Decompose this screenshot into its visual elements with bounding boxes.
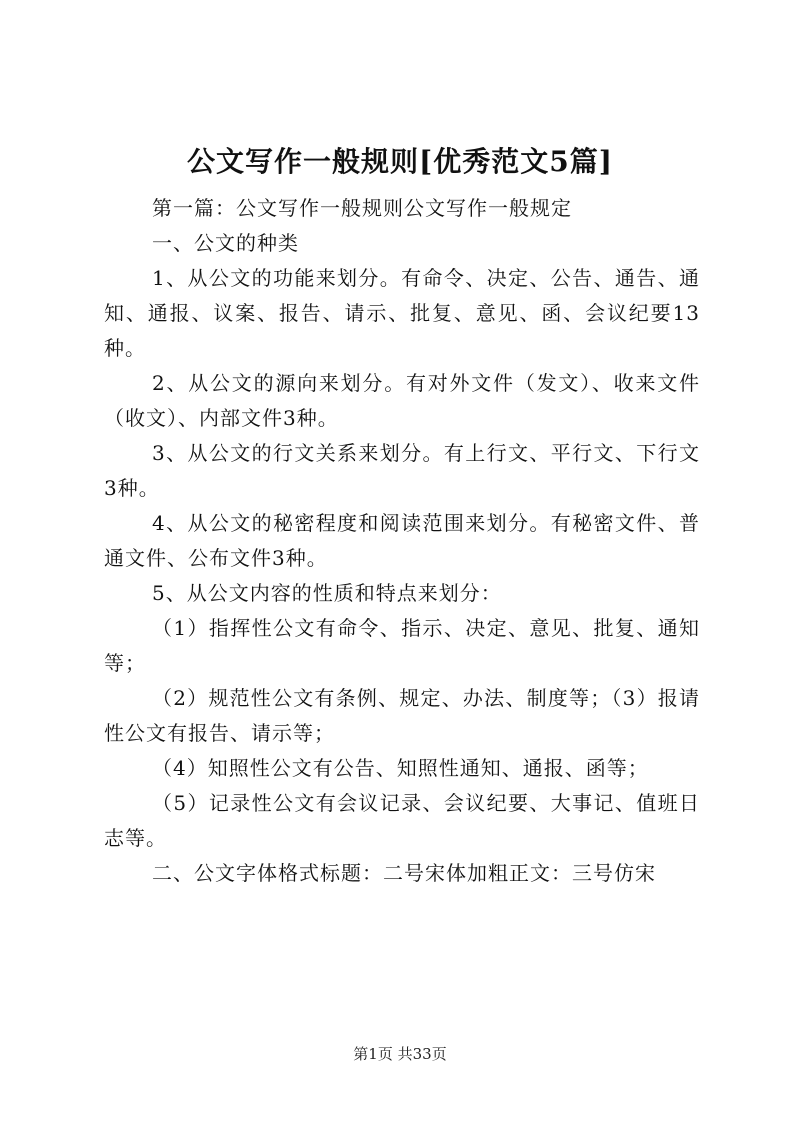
paragraph-2: 一、公文的种类: [152, 231, 299, 255]
paragraph-4: 2、从公文的源向来划分。有对外文件（发文）、收来文件（收文）、内部文件3种。: [104, 371, 700, 430]
paragraph-1: 第一篇：公文写作一般规则公文写作一般规定: [152, 196, 572, 220]
page-footer: [0, 1043, 800, 1065]
paragraph-11: （5）记录性公文有会议记录、会议纪要、大事记、值班日志等。: [104, 791, 700, 850]
paragraph-7: 5、从公文内容的性质和特点来划分：: [152, 581, 502, 605]
paragraph-6: 4、从公文的秘密程度和阅读范围来划分。有秘密文件、普通文件、公布文件3种。: [104, 511, 700, 570]
paragraph-12: 二、公文字体格式标题：二号宋体加粗正文：三号仿宋: [152, 861, 656, 885]
paragraph-9: （2）规范性公文有条例、规定、办法、制度等；（3）报请性公文有报告、请示等；: [104, 686, 700, 745]
paragraph-5: 3、从公文的行文关系来划分。有上行文、平行文、下行文3种。: [104, 441, 700, 500]
paragraph-10: （4）知照性公文有公告、知照性通知、通报、函等；: [152, 756, 649, 780]
paragraph-3: 1、从公文的功能来划分。有命令、决定、公告、通告、通知、通报、议案、报告、请示、批复、意见、函、会议纪要13种。: [104, 266, 700, 360]
document-body: [104, 191, 700, 891]
page-number: 第1页 共33页: [353, 1045, 447, 1063]
document-title: 公文写作一般规则[优秀范文5篇]: [187, 145, 613, 178]
paragraph-8: （1）指挥性公文有命令、指示、决定、意见、批复、通知等；: [104, 616, 700, 675]
